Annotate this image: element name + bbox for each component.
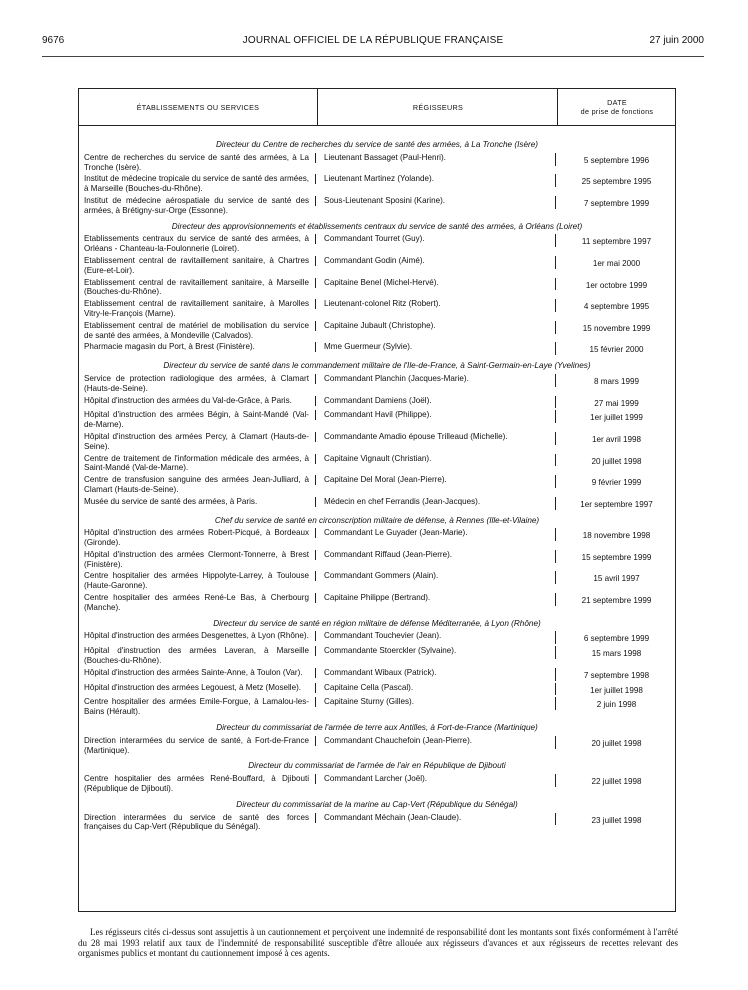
date-cell: 2 juin 1998 <box>555 697 673 710</box>
establishment-cell: Centre hospitalier des armées Emile-Forgue, à Lamalou-les-Bains (Hérault). <box>84 697 309 717</box>
regisseur-cell: Commandant Havil (Philippe). <box>315 410 555 420</box>
date-cell: 1er septembre 1997 <box>555 497 673 510</box>
establishment-cell: Institut de médecine tropicale du service de santé des armées, à Marseille (Bouches-du-Rhône). <box>84 174 309 194</box>
establishment-cell: Hôpital d'instruction des armées Desgenettes, à Lyon (Rhône). <box>84 631 309 641</box>
section-title: Directeur du service de santé en région militaire de défense Méditerranée, à Lyon (Rhône) <box>213 618 541 628</box>
establishment-cell: Hôpital d'instruction des armées Robert-Picqué, à Bordeaux (Gironde). <box>84 528 309 548</box>
date-cell: 4 septembre 1995 <box>555 299 673 312</box>
page-header <box>42 35 704 51</box>
establishment-cell: Musée du service de santé des armées, à Paris. <box>84 496 258 506</box>
table-row <box>79 668 675 681</box>
date-cell: 25 septembre 1995 <box>555 174 673 187</box>
establishment-cell: Etablissement central de ravitaillement sanitaire, à Chartres (Eure-et-Loir). <box>84 255 309 275</box>
table-row <box>79 256 675 276</box>
regisseur-cell: Commandant Méchain (Jean-Claude). <box>315 813 555 823</box>
regisseur-cell: Capitaine Benel (Michel-Hervé). <box>315 278 555 288</box>
table-row <box>79 593 675 613</box>
table-row <box>79 342 675 355</box>
establishment-cell: Pharmacie magasin du Port, à Brest (Finistère). <box>84 342 255 352</box>
establishment-cell: Service de protection radiologique des armées, à Clamart (Hauts-de-Seine). <box>84 373 309 393</box>
regisseur-cell: Capitaine Jubault (Christophe). <box>315 321 555 331</box>
table-row <box>79 299 675 319</box>
table-row <box>79 497 675 510</box>
footnote: Les régisseurs cités ci-dessus sont assujettis à un cautionnement et perçoivent une indemnité de responsabilité dont les montants sont fixés conformément à l'arrêté du 28 mai 1993 relatif aux taux de l'indemnité de responsabilité susceptible d'être allouée aux régisseurs d'avances et aux régisseurs de recettes relevant des organismes publics et montant du cautionnement imposé à ces agents. <box>78 927 678 958</box>
regisseur-cell: Capitaine Cella (Pascal). <box>315 683 555 693</box>
regisseur-cell: Médecin en chef Ferrandis (Jean-Jacques). <box>315 497 555 507</box>
date-cell: 20 juillet 1998 <box>555 736 673 749</box>
establishment-cell: Centre de traitement de l'information médicale des armées, à Saint-Mandé (Val-de-Marne). <box>84 453 309 473</box>
establishment-cell: Hôpital d'instruction des armées Legouest, à Metz (Moselle). <box>84 682 302 692</box>
table-row <box>79 683 675 696</box>
regisseur-cell: Commandant Le Guyader (Jean-Marie). <box>315 528 555 538</box>
table-row <box>79 646 675 666</box>
establishment-cell: Etablissement central de ravitaillement sanitaire, à Marseille (Bouches-du-Rhône). <box>84 277 309 297</box>
table-row <box>79 736 675 756</box>
regisseur-cell: Commandant Wibaux (Patrick). <box>315 668 555 678</box>
table-row <box>79 454 675 474</box>
regisseur-cell: Commandante Stoerckler (Sylvaine). <box>315 646 555 656</box>
regisseur-cell: Commandant Tourret (Guy). <box>315 234 555 244</box>
regisseur-cell: Lieutenant-colonel Ritz (Robert). <box>315 299 555 309</box>
date-cell: 27 mai 1999 <box>555 396 673 409</box>
table-body <box>79 134 675 834</box>
date-cell: 1er juillet 1998 <box>555 683 673 696</box>
date-cell: 1er avril 1998 <box>555 432 673 445</box>
date-cell: 21 septembre 1999 <box>555 593 673 606</box>
section-title: Chef du service de santé en circonscription militaire de défense, à Rennes (Ille-et-Vilaine) <box>214 515 540 525</box>
establishment-cell: Etablissements centraux du service de santé des armées, à Orléans - Chanteau-la-Foulonnerie (Loiret). <box>84 234 309 254</box>
table-row <box>79 321 675 341</box>
date-cell: 11 septembre 1997 <box>555 234 673 247</box>
table-row <box>79 410 675 430</box>
page-number: 9676 <box>42 35 65 46</box>
regisseur-cell: Mme Guermeur (Sylvie). <box>315 342 555 352</box>
date-cell: 8 mars 1999 <box>555 374 673 387</box>
regisseur-cell: Commandant Gommers (Alain). <box>315 571 555 581</box>
regisseur-cell: Commandant Touchevier (Jean). <box>315 631 555 641</box>
regisseur-cell: Sous-Lieutenant Sposini (Karine). <box>315 196 555 206</box>
regisseur-cell: Commandante Amadio épouse Trilleaud (Michelle). <box>315 432 555 442</box>
establishment-cell: Direction interarmées du service de santé des forces françaises du Cap-Vert (République du Sénégal). <box>84 812 309 832</box>
establishment-cell: Centre hospitalier des armées René-Bouffard, à Djibouti (République de Djibouti). <box>84 774 309 794</box>
table-row <box>79 374 675 394</box>
date-cell: 23 juillet 1998 <box>555 813 673 826</box>
table-row <box>79 697 675 717</box>
date-cell: 15 avril 1997 <box>555 571 673 584</box>
establishment-cell: Hôpital d'instruction des armées Sainte-Anne, à Toulon (Var). <box>84 667 303 677</box>
header-rule <box>42 56 704 57</box>
regisseur-cell: Lieutenant Martinez (Yolande). <box>315 174 555 184</box>
regisseur-cell: Capitaine Philippe (Bertrand). <box>315 593 555 603</box>
date-cell: 15 novembre 1999 <box>555 321 673 334</box>
establishment-cell: Direction interarmées du service de santé, à Fort-de-France (Martinique). <box>84 735 309 755</box>
date-cell: 5 septembre 1996 <box>555 153 673 166</box>
establishment-cell: Hôpital d'instruction des armées du Val-de-Grâce, à Paris. <box>84 395 292 405</box>
regisseur-cell: Commandant Chauchefoin (Jean-Pierre). <box>315 736 555 746</box>
table-row <box>79 432 675 452</box>
establishment-cell: Centre hospitalier des armées René-Le Bas, à Cherbourg (Manche). <box>84 593 309 612</box>
regisseur-cell: Lieutenant Bassaget (Paul-Henri). <box>315 153 555 163</box>
table-row <box>79 475 675 495</box>
establishment-cell: Etablissement central de matériel de mobilisation du service de santé des armées, à Mondeville (Calvados). <box>84 320 309 340</box>
establishment-cell: Centre de recherches du service de santé des armées, à La Tronche (Isère). <box>84 152 309 172</box>
table-row <box>79 396 675 409</box>
table-row <box>79 234 675 254</box>
journal-title: JOURNAL OFFICIEL DE LA RÉPUBLIQUE FRANÇAISE <box>242 35 504 46</box>
date-cell: 15 septembre 1999 <box>555 550 673 563</box>
date-cell: 7 septembre 1998 <box>555 668 673 681</box>
establishment-cell: Etablissement central de ravitaillement sanitaire, à Marolles Vitry-le-François (Marne). <box>84 299 309 318</box>
date-cell: 7 septembre 1999 <box>555 196 673 209</box>
table-row <box>79 174 675 194</box>
date-cell: 1er mai 2000 <box>555 256 673 269</box>
date-cell: 20 juillet 1998 <box>555 454 673 467</box>
column-header-establishments: ÉTABLISSEMENTS OU SERVICES <box>136 102 260 112</box>
section-title: Directeur du commissariat de l'armée de terre aux Antilles, à Fort-de-France (Martinique) <box>216 723 538 733</box>
column-header-date-line1: DATE <box>607 98 627 107</box>
section-title: Directeur du Centre de recherches du service de santé des armées, à La Tronche (Isère) <box>215 140 539 149</box>
table-row <box>79 550 675 570</box>
table-row <box>79 813 675 833</box>
table-row <box>79 631 675 644</box>
date-cell: 18 novembre 1998 <box>555 528 673 541</box>
date-cell: 15 mars 1998 <box>555 646 673 659</box>
establishment-cell: Hôpital d'instruction des armées Laveran, à Marseille (Bouches-du-Rhône). <box>84 646 309 666</box>
section-title: Directeur du service de santé dans le commandement militaire de l'Ile-de-France, à Saint-Germain-en-Laye (Yvelines) <box>163 361 591 371</box>
date-cell: 6 septembre 1999 <box>555 631 673 644</box>
regisseur-cell: Commandant Larcher (Joël). <box>315 774 555 784</box>
table-row <box>79 774 675 794</box>
regisseur-cell: Commandant Planchin (Jacques-Marie). <box>315 374 555 384</box>
section-title: Directeur des approvisionnements et établissements centraux du service de santé des armées, à Orléans (Loiret) <box>171 221 583 231</box>
establishment-cell: Hôpital d'instruction des armées Bégin, à Saint-Mandé (Val-de-Marne). <box>84 410 309 430</box>
date-cell: 1er octobre 1999 <box>555 278 673 291</box>
regisseur-cell: Capitaine Del Moral (Jean-Pierre). <box>315 475 555 485</box>
table-row <box>79 153 675 173</box>
column-header-regisseurs: RÉGISSEURS <box>317 89 558 125</box>
establishment-cell: Institut de médecine aérospatiale du service de santé des armées, à Brétigny-sur-Orge (Essonne). <box>84 195 309 215</box>
establishment-cell: Centre hospitalier des armées Hippolyte-Larrey, à Toulouse (Haute-Garonne). <box>84 571 309 591</box>
date-cell: 22 juillet 1998 <box>555 774 673 787</box>
table-row <box>79 278 675 298</box>
regisseur-cell: Commandant Damiens (Joël). <box>315 396 555 406</box>
date-cell: 15 février 2000 <box>555 342 673 355</box>
date-cell: 1er juillet 1999 <box>555 410 673 423</box>
table-header <box>79 89 675 126</box>
establishment-cell: Hôpital d'instruction des armées Percy, à Clamart (Hauts-de-Seine). <box>84 431 309 451</box>
regisseurs-table <box>78 88 676 912</box>
table-row <box>79 571 675 591</box>
regisseur-cell: Capitaine Sturny (Gilles). <box>315 697 555 707</box>
establishment-cell: Centre de transfusion sanguine des armées Jean-Julliard, à Clamart (Hauts-de-Seine). <box>84 475 309 494</box>
establishment-cell: Hôpital d'instruction des armées Clermont-Tonnerre, à Brest (Finistère). <box>84 549 309 569</box>
table-row <box>79 528 675 548</box>
publication-date: 27 juin 2000 <box>649 35 704 46</box>
section-title: Directeur du commissariat de la marine au Cap-Vert (République du Sénégal) <box>236 799 518 809</box>
regisseur-cell: Commandant Godin (Aimé). <box>315 256 555 266</box>
regisseur-cell: Capitaine Vignault (Christian). <box>315 454 555 464</box>
column-header-date <box>557 89 676 125</box>
column-header-date-line2: de prise de fonctions <box>580 107 654 116</box>
date-cell: 9 février 1999 <box>555 475 673 488</box>
section-title: Directeur du commissariat de l'armée de l'air en République de Djibouti <box>248 761 506 771</box>
table-row <box>79 196 675 216</box>
regisseur-cell: Commandant Riffaud (Jean-Pierre). <box>315 550 555 560</box>
